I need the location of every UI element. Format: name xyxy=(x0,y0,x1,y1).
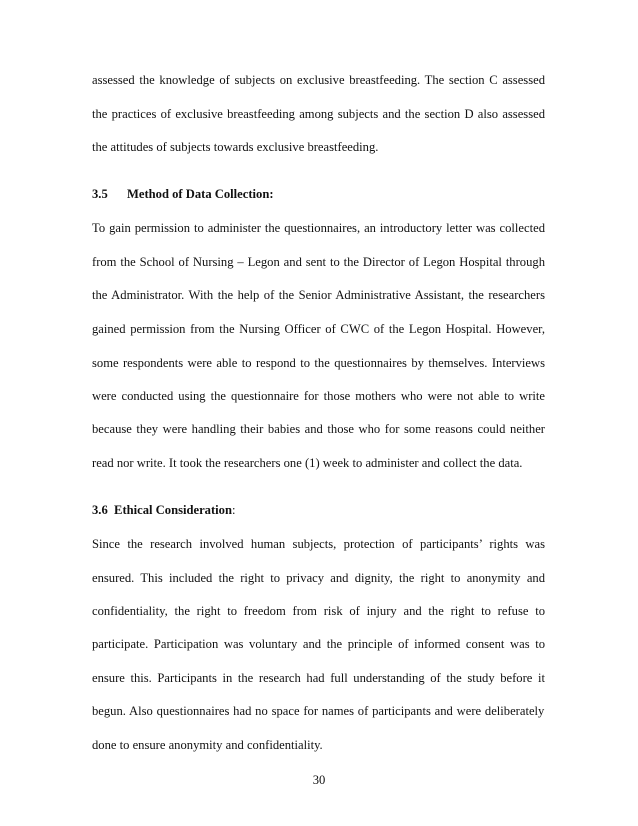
paragraph-line: because they were handling their babies and those who for some reasons could neither xyxy=(92,422,545,436)
paragraph-line: read nor write. It took the researchers one (1) week to administer and collect the data. xyxy=(92,456,523,470)
paragraph-line: were conducted using the questionnaire for those mothers who were not able to write xyxy=(92,389,545,403)
section-number: 3.5 xyxy=(92,187,108,201)
section-title: Method of Data Collection: xyxy=(127,187,274,201)
paragraph-line: ensured. This included the right to privacy and dignity, the right to anonymity and xyxy=(92,571,545,585)
paragraph-line: from the School of Nursing – Legon and sent to the Director of Legon Hospital through xyxy=(92,255,545,269)
section-number: 3.6 xyxy=(92,503,108,517)
paragraph-line: ensure this. Participants in the research had full understanding of the study before it xyxy=(92,671,545,685)
paragraph-line: To gain permission to administer the questionnaires, an introductory letter was collected xyxy=(92,221,545,235)
paragraph-line: participate. Participation was voluntary and the principle of informed consent was to xyxy=(92,637,545,651)
paragraph-line: begun. Also questionnaires had no space for names of participants and were deliberately xyxy=(92,704,545,718)
paragraph-line: done to ensure anonymity and confidentiality. xyxy=(92,738,323,752)
section-title: Ethical Consideration xyxy=(114,503,232,517)
paragraph-line: assessed the knowledge of subjects on exclusive breastfeeding. The section C assessed xyxy=(92,73,545,87)
section-heading-3-6 xyxy=(92,502,545,518)
paragraph-line: some respondents were able to respond to the questionnaires by themselves. Interviews xyxy=(92,356,545,370)
paragraph-line: Since the research involved human subjects, protection of participants’ rights was xyxy=(92,537,545,551)
paragraph-line: the attitudes of subjects towards exclusive breastfeeding. xyxy=(92,140,379,154)
paragraph-line: the Administrator. With the help of the Senior Administrative Assistant, the researchers xyxy=(92,288,545,302)
paragraph-line: confidentiality, the right to freedom from risk of injury and the right to refuse to xyxy=(92,604,545,618)
paragraph-line: gained permission from the Nursing Officer of CWC of the Legon Hospital. However, xyxy=(92,322,545,336)
page-number: 30 xyxy=(312,773,326,787)
section-title-colon: : xyxy=(231,503,236,517)
section-heading-3-5 xyxy=(92,186,545,202)
paragraph-line: the practices of exclusive breastfeeding among subjects and the section D also assessed xyxy=(92,107,545,121)
